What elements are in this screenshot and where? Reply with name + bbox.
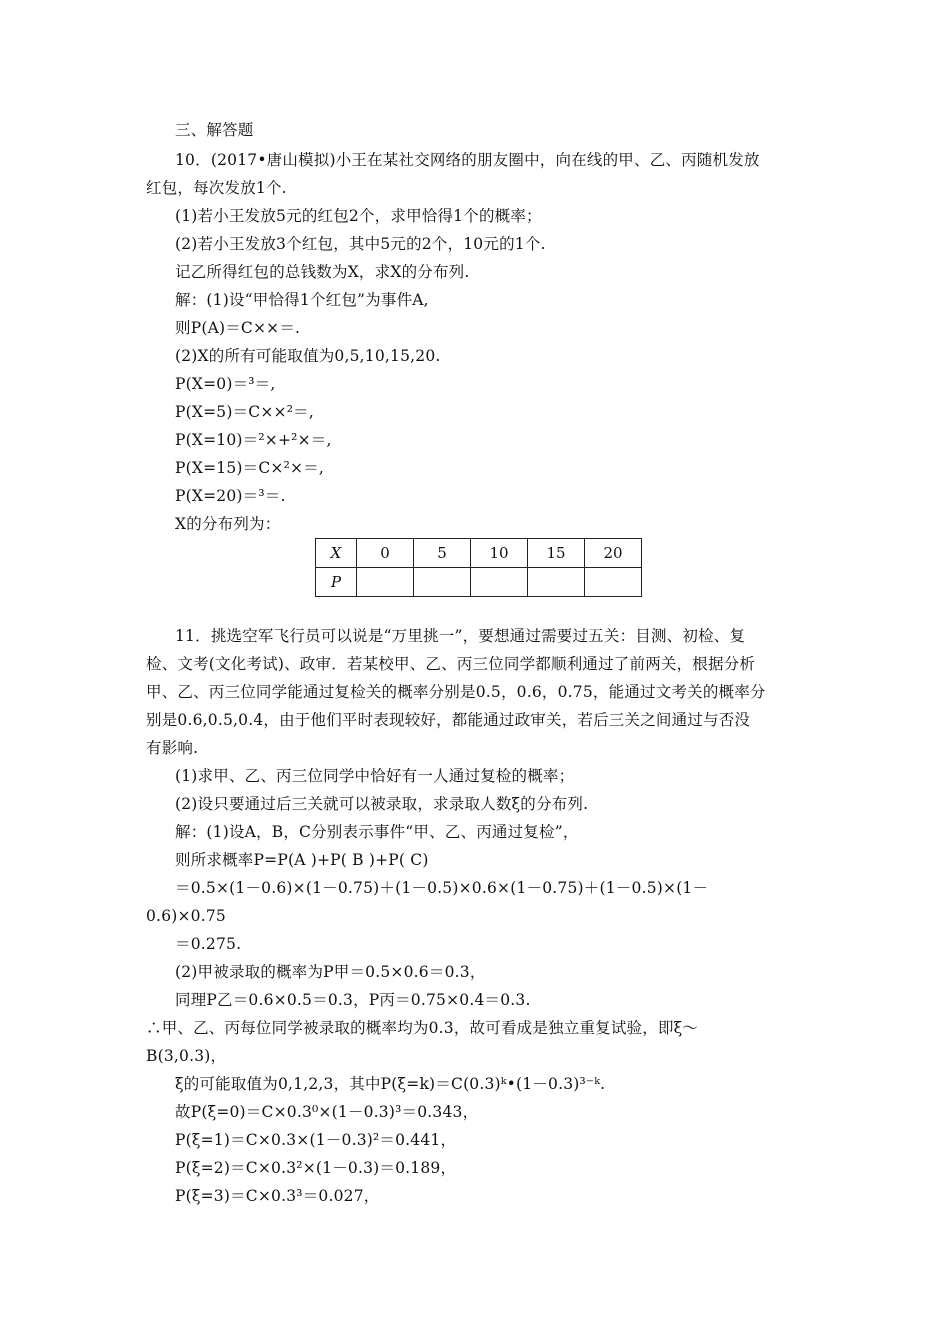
solution-10-line-3: (2)X的所有可能取值为0,5,10,15,20. <box>175 347 441 365</box>
solution-11-line-10: ξ的可能取值为0,1,2,3，其中P(ξ=k)＝C(0.3)ᵏ•(1－0.3)³⁻ᵏ. <box>175 1075 606 1093</box>
problem-10-part-1: (1)若小王发放5元的红包2个，求甲恰得1个的概率； <box>175 207 542 225</box>
solution-11-line-1: 解：(1)设A，B，C分别表示事件“甲、乙、丙通过复检”， <box>175 823 579 841</box>
solution-10-line-8: P(X=20)＝³＝. <box>175 487 286 505</box>
solution-11-line-12: P(ξ=1)＝C×0.3×(1－0.3)²＝0.441， <box>175 1131 457 1149</box>
table-row <box>316 568 642 597</box>
table-cell: 10 <box>471 539 528 568</box>
table-cell: 20 <box>585 539 642 568</box>
solution-11-line-9: B(3,0.3)， <box>146 1047 227 1065</box>
solution-10-line-1: 解：(1)设“甲恰得1个红包”为事件A, <box>175 291 429 309</box>
table-row <box>316 539 642 568</box>
solution-10-line-7: P(X=15)＝C×²×＝, <box>175 459 325 477</box>
table-cell <box>471 568 528 597</box>
problem-11-part-2: (2)设只要通过后三关就可以被录取，求录取人数ξ的分布列. <box>175 795 589 813</box>
problem-11-part-1: (1)求甲、乙、丙三位同学中恰好有一人通过复检的概率； <box>175 767 575 785</box>
problem-11-text-4: 别是0.6,0.5,0.4，由于他们平时表现较好，都能通过政审关，若后三关之间通过与否没 <box>146 711 751 729</box>
solution-11-line-4: 0.6)×0.75 <box>146 907 226 925</box>
problem-10-part-2: (2)若小王发放3个红包，其中5元的2个，10元的1个. <box>175 235 546 253</box>
problem-11-text-5: 有影响. <box>146 739 199 757</box>
problem-10-text-2: 红包，每次发放1个. <box>146 179 287 197</box>
problem-11-text-1: 11．挑选空军飞行员可以说是“万里挑一”，要想通过需要过五关：目测、初检、复 <box>175 627 746 645</box>
solution-11-line-8: ∴甲、乙、丙每位同学被录取的概率均为0.3，故可看成是独立重复试验，即ξ～ <box>146 1019 699 1037</box>
solution-10-line-5: P(X=5)＝C××²＝, <box>175 403 314 421</box>
table-cell <box>585 568 642 597</box>
table-cell: 15 <box>528 539 585 568</box>
solution-10-line-6: P(X=10)＝²×+²×＝, <box>175 431 332 449</box>
solution-11-line-13: P(ξ=2)＝C×0.3²×(1－0.3)＝0.189， <box>175 1159 457 1177</box>
table-cell: X <box>316 539 357 568</box>
problem-11-text-2: 检、文考(文化考试)、政审．若某校甲、乙、丙三位同学都顺利通过了前两关，根据分析 <box>146 655 756 673</box>
solution-10-line-2: 则P(A)＝C××＝. <box>175 319 301 337</box>
table-cell: 0 <box>357 539 414 568</box>
section-heading: 三、解答题 <box>175 121 254 139</box>
solution-11-line-6: (2)甲被录取的概率为P甲＝0.5×0.6＝0.3， <box>175 963 486 981</box>
solution-11-line-11: 故P(ξ=0)＝C×0.3⁰×(1－0.3)³＝0.343， <box>175 1103 479 1121</box>
solution-11-line-14: P(ξ=3)＝C×0.3³＝0.027， <box>175 1187 380 1205</box>
problem-10-text-1: 10．(2017•唐山模拟)小王在某社交网络的朋友圈中，向在线的甲、乙、丙随机发放 <box>175 151 760 169</box>
table-cell <box>528 568 585 597</box>
distribution-table <box>315 538 642 597</box>
solution-10-line-4: P(X=0)＝³＝, <box>175 375 276 393</box>
table-cell <box>414 568 471 597</box>
problem-11-text-3: 甲、乙、丙三位同学能通过复检关的概率分别是0.5，0.6，0.75，能通过文考关的概率分 <box>146 683 766 701</box>
solution-10-line-9: X的分布列为： <box>175 515 281 533</box>
solution-11-line-7: 同理P乙＝0.6×0.5＝0.3，P丙＝0.75×0.4＝0.3. <box>175 991 531 1009</box>
table-cell: 5 <box>414 539 471 568</box>
table-cell <box>357 568 414 597</box>
solution-11-line-3: ＝0.5×(1－0.6)×(1－0.75)＋(1－0.5)×0.6×(1－0.75)＋(1－0.5)×(1－ <box>175 879 709 897</box>
solution-11-line-2: 则所求概率P=P(A )+P( B )+P( C) <box>175 851 429 869</box>
problem-10-text-3: 记乙所得红包的总钱数为X，求X的分布列. <box>175 263 470 281</box>
solution-11-line-5: ＝0.275. <box>175 935 242 953</box>
table-cell: P <box>316 568 357 597</box>
